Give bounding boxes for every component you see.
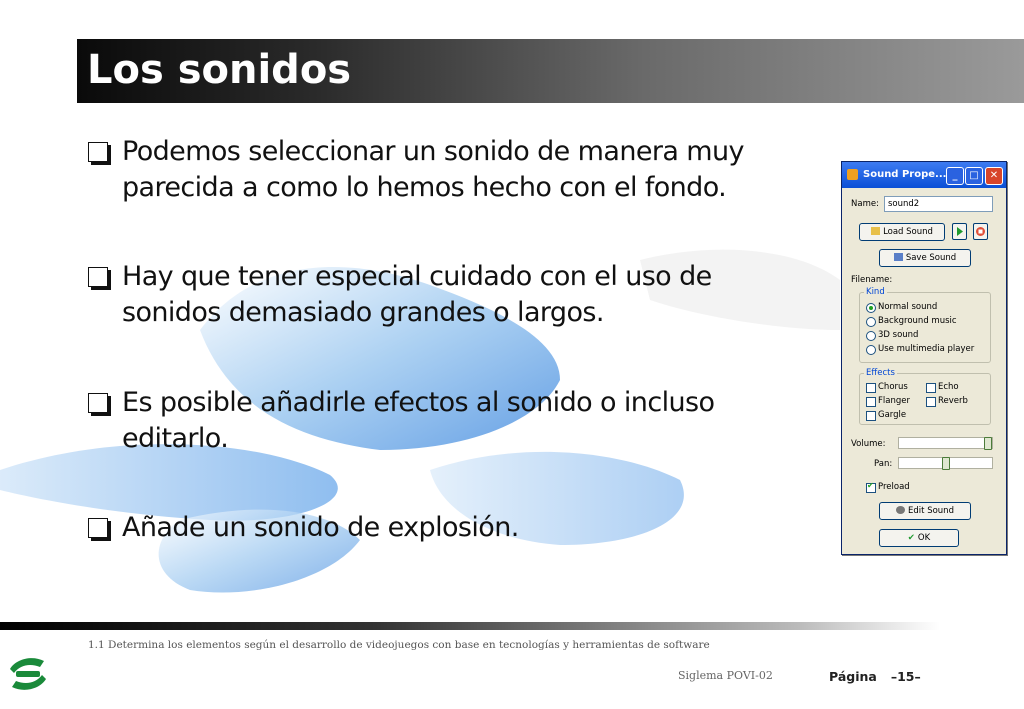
page-number: –15– [890, 669, 921, 684]
kind-group-label: Kind [866, 287, 885, 297]
play-button[interactable] [952, 223, 967, 240]
bullet-list [88, 134, 808, 546]
checkbox-bullet-icon [88, 518, 108, 538]
slide-title: Los sonidos [87, 47, 352, 93]
effect-label: Gargle [878, 410, 907, 420]
pan-slider-thumb[interactable] [942, 457, 950, 470]
play-icon [953, 224, 966, 239]
pan-slider[interactable] [898, 457, 993, 469]
effect-label: Flanger [878, 396, 910, 406]
stop-icon [974, 224, 987, 239]
edit-sound-button[interactable] [879, 502, 971, 520]
volume-slider-thumb[interactable] [984, 437, 992, 450]
filename-label: Filename: [851, 275, 893, 285]
chorus-checkbox[interactable] [866, 383, 876, 393]
kind-option-label: Use multimedia player [878, 344, 975, 354]
kind-radio-3d[interactable] [866, 331, 876, 341]
footer-divider [0, 622, 940, 630]
page-label: Página [829, 669, 877, 684]
preload-label: Preload [878, 482, 910, 492]
load-sound-button[interactable] [859, 223, 945, 241]
volume-slider[interactable] [898, 437, 993, 449]
edit-sound-label: Edit Sound [908, 506, 954, 516]
load-sound-label: Load Sound [883, 227, 933, 237]
dialog-title: Sound Prope... [863, 169, 947, 180]
title-bar [77, 39, 1024, 103]
kind-radio-background[interactable] [866, 317, 876, 327]
ok-button[interactable] [879, 529, 959, 547]
bullet-item [88, 259, 808, 331]
bullet-text: Podemos seleccionar un sonido de manera muy parecida a como lo hemos hecho con el fondo. [122, 136, 744, 203]
folder-icon [871, 227, 880, 235]
floppy-icon [894, 253, 903, 261]
maximize-button[interactable]: □ [965, 167, 983, 185]
name-label: Name: [851, 199, 879, 209]
sound-properties-dialog [841, 161, 1007, 555]
bullet-item [88, 134, 808, 206]
kind-option-label: 3D sound [878, 330, 919, 340]
pan-label: Pan: [874, 459, 893, 469]
reverb-checkbox[interactable] [926, 397, 936, 407]
speaker-icon [896, 506, 905, 514]
save-sound-button[interactable] [879, 249, 971, 267]
bullet-item [88, 510, 808, 546]
effect-label: Reverb [938, 396, 968, 406]
minimize-button[interactable]: _ [946, 167, 964, 185]
effects-group-label: Effects [866, 368, 895, 378]
checkbox-bullet-icon [88, 393, 108, 413]
kind-option-label: Normal sound [878, 302, 938, 312]
bullet-text: Es posible añadirle efectos al sonido o incluso editarlo. [122, 387, 715, 454]
checkbox-bullet-icon [88, 267, 108, 287]
checkmark-icon: ✔ [907, 533, 915, 543]
effect-label: Echo [938, 382, 959, 392]
kind-option-label: Background music [878, 316, 957, 326]
bullet-text: Añade un sonido de explosión. [122, 512, 519, 543]
effect-label: Chorus [878, 382, 908, 392]
kind-radio-normal[interactable] [866, 303, 876, 313]
dialog-title-bar[interactable] [842, 162, 1006, 188]
footer-text: 1.1 Determina los elementos según el desarrollo de videojuegos con base en tecnologías y herramientas de software [88, 639, 710, 651]
preload-checkbox[interactable] [866, 483, 876, 493]
name-input[interactable]: sound2 [884, 196, 993, 212]
save-sound-label: Save Sound [905, 253, 957, 263]
checkbox-bullet-icon [88, 142, 108, 162]
ok-label: OK [917, 533, 931, 543]
echo-checkbox[interactable] [926, 383, 936, 393]
bullet-text: Hay que tener especial cuidado con el uso de sonidos demasiado grandes o largos. [122, 261, 712, 328]
flanger-checkbox[interactable] [866, 397, 876, 407]
institution-logo-icon [8, 651, 48, 697]
sound-icon [847, 169, 858, 180]
stop-button[interactable] [973, 223, 988, 240]
siglema-code: Siglema POVI-02 [678, 669, 773, 682]
bullet-item [88, 385, 808, 457]
volume-label: Volume: [851, 439, 886, 449]
page-indicator [829, 669, 921, 684]
close-button[interactable]: ✕ [985, 167, 1003, 185]
gargle-checkbox[interactable] [866, 411, 876, 421]
kind-radio-multimedia[interactable] [866, 345, 876, 355]
